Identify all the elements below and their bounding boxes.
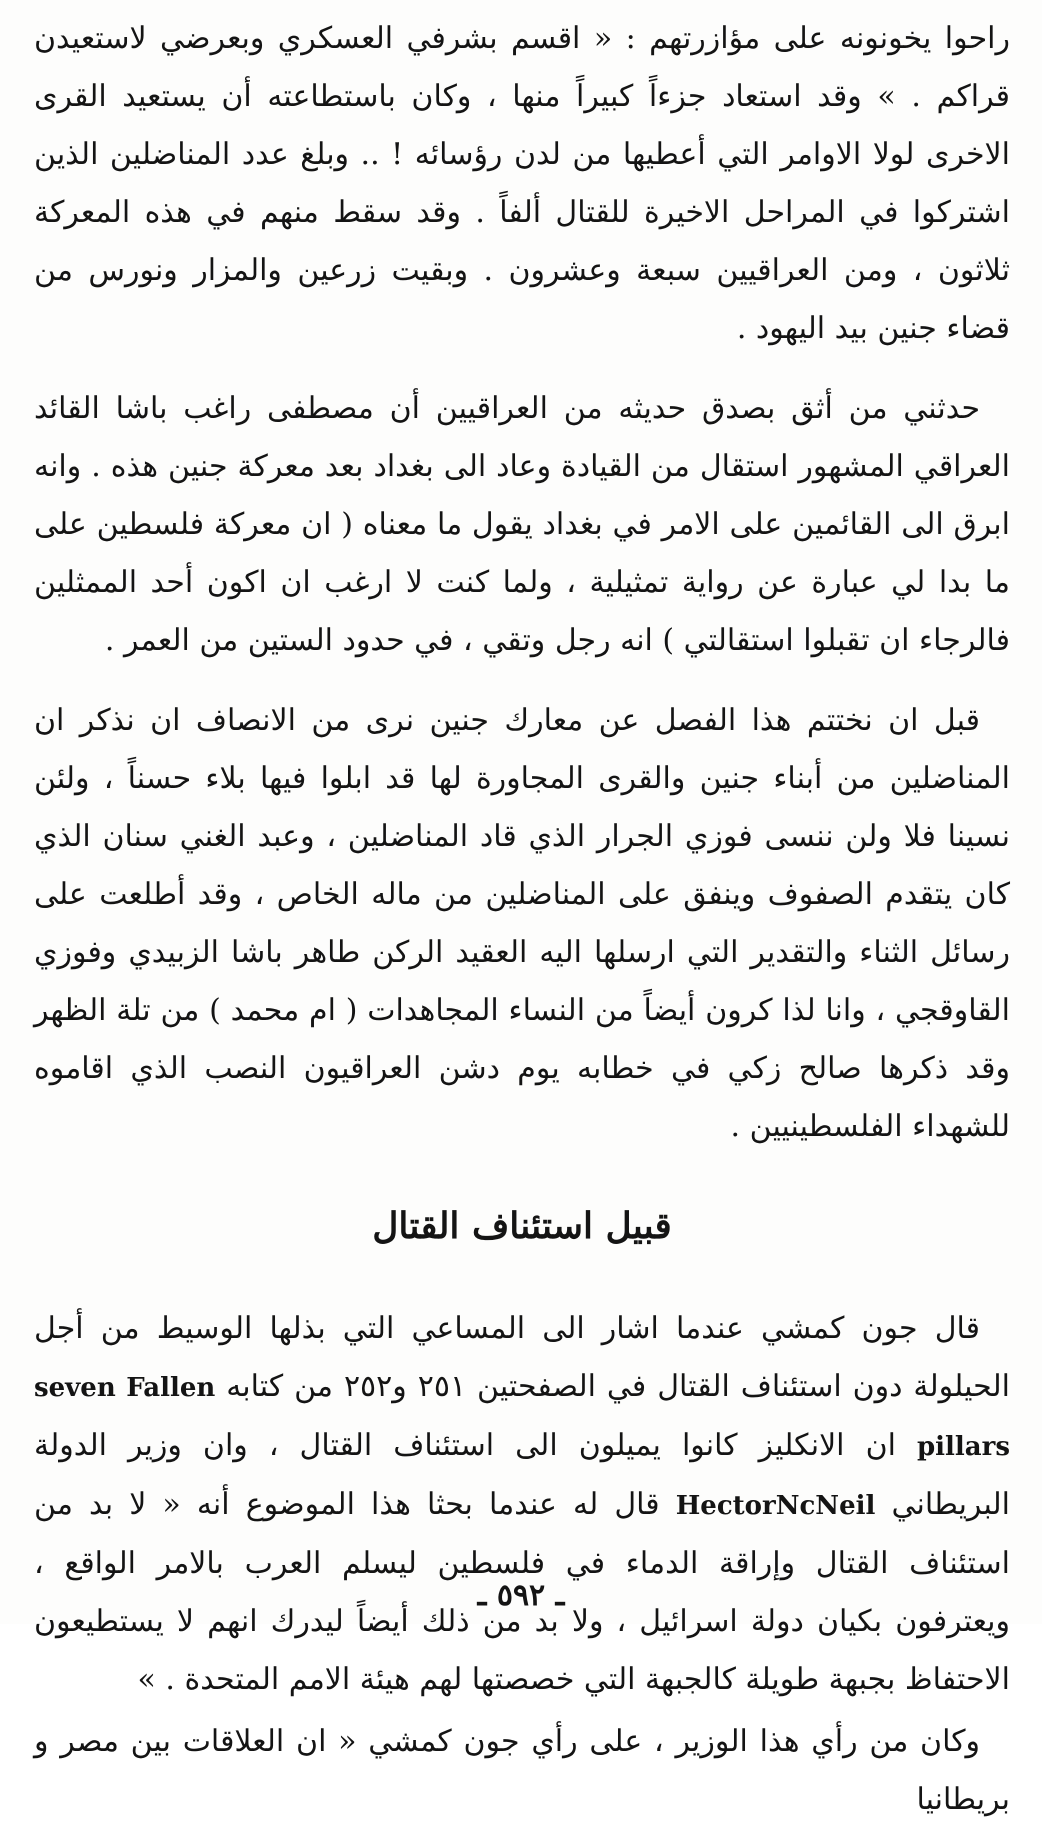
paragraph-4-part-b: ان الانكليز كانوا يميلون الى استئناف القتال ، وان وزير الدولة البريطاني	[34, 1428, 1011, 1522]
paragraph-4	[34, 1300, 1010, 1709]
paragraph-4-part-a: قال جون كمشي عندما اشار الى المساعي التي بذلها الوسيط من أجل الحيلولة دون استئناف القتال في الصفحتين ٢٥١ و٢٥٢ من كتابه	[34, 1311, 1010, 1404]
paragraph-5: وكان من رأي هذا الوزير ، على رأي جون كمشي « ان العلاقات بين مصر و بريطانيا	[34, 1724, 1010, 1817]
page-number: ـ ٥٩٢ ـ	[477, 1578, 565, 1613]
section-heading: قبيل استئناف القتال	[372, 1205, 672, 1247]
book-title-latin: seven Fallen pillars	[34, 1373, 1010, 1462]
paragraph-2: حدثني من أثق بصدق حديثه من العراقيين أن مصطفى راغب باشا القائد العراقي المشهور استقال من القيادة وعاد الى بغداد بعد معركة جنين هذه . وانه ابرق الى القائمين على الامر في بغداد يقول ما معناه ( ان معركة فلسطين على ما بدا لي عبارة عن رواية تمثيلية ، ولما كنت لا ارغب ان اكون أحد الممثلين فالرجاء ان تقبلوا استقالتي ) انه رجل وتقي ، في حدود الستين من العمر .	[34, 391, 1010, 658]
paragraph-4-part-c: قال له عندما بحثا هذا الموضوع أنه « لا بد من استئناف القتال وإراقة الدماء في فلسطين ليسلم العرب بالامر الواقع ، ويعترفون بكيان دولة اسرائيل ، ولا بد من ذلك أيضاً ليدرك انهم لا يستطيعون الاحتفاظ بجبهة طويلة كالجبهة التي خصصتها لهم هيئة الامم المتحدة . »	[34, 1487, 1010, 1697]
paragraph-3: قبل ان نختتم هذا الفصل عن معارك جنين نرى من الانصاف ان نذكر ان المناضلين من أبناء جنين والقرى المجاورة لها قد ابلوا فيها بلاء حسناً ، ولئن نسينا فلا ولن ننسى فوزي الجرار الذي قاد المناضلين ، وعبد الغني سنان الذي كان يتقدم الصفوف وينفق على المناضلين من ماله الخاص ، وقد أطلعت على رسائل الثناء والتقدير التي ارسلها اليه العقيد الركن طاهر باشا الزبيدي وفوزي القاوقجي ، وانا لذا كرون أيضاً من النساء المجاهدات ( ام محمد ) من تلة الظهر وقد ذكرها صالح زكي في خطابه يوم دشن العراقيون النصب الذي اقاموه للشهداء الفلسطينيين .	[34, 703, 1010, 1144]
paragraph-1: راحوا يخونونه على مؤازرتهم : « اقسم بشرفي العسكري وبعرضي لاستعيدن قراكم . » وقد استعاد جزءاً كبيراً منها ، وكان باستطاعته أن يستعيد القرى الاخرى لولا الاوامر التي أعطيها من لدن رؤسائه ! .. وبلغ عدد المناضلين الذين اشتركوا في المراحل الاخيرة للقتال ألفاً . وقد سقط منهم في هذه المعركة ثلاثون ، ومن العراقيين سبعة وعشرون . وبقيت زرعين والمزار ونورس من قضاء جنين بيد اليهود .	[34, 21, 1010, 346]
minister-name-latin: HectorNcNeil	[675, 1491, 876, 1521]
